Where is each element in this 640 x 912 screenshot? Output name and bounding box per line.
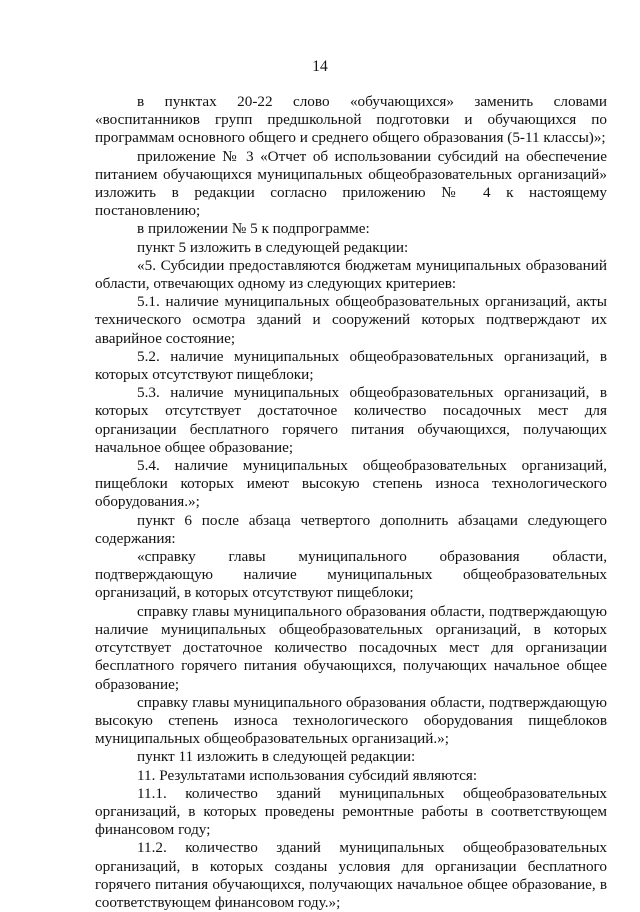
paragraph: пункт 5 изложить в следующей редакции: (137, 238, 409, 256)
paragraph: приложение № 3 «Отчет об использовании субсидий на обеспечение питанием обучающихся муниципальных общеобразовательных организаций» изложить в редакции согласно приложению № 4 к настоящему постановлению; (95, 147, 607, 220)
paragraph: справку главы муниципального образования области, подтверждающую наличие муниципальных общеобразовательных организаций, в которых отсутствует достаточное количество посадочных мест для организации бесплатного горячего питания обучающихся, получающих начальное общее образование; (95, 602, 607, 693)
paragraph: 5.3. наличие муниципальных общеобразовательных организаций, в которых отсутствует достаточное количество посадочных мест для организации бесплатного горячего питания обучающихся, получающих начальное общее образование; (95, 384, 607, 456)
paragraph: «справку главы муниципального образования области, подтверждающую наличие муниципальных общеобразовательных организаций, в которых отсутствуют пищеблоки; (95, 548, 607, 602)
paragraph: 5.1. наличие муниципальных общеобразовательных организаций, акты технического осмотра зданий и сооружений которых подтверждают их аварийное состояние; (95, 293, 607, 347)
paragraph: 5.4. наличие муниципальных общеобразовательных организаций, пищеблоки которых имеют высокую степень износа технологического оборудования.»; (95, 457, 607, 511)
paragraph: пункт 6 после абзаца четвертого дополнить абзацами следующего содержания: (95, 511, 607, 547)
paragraph: 11. Результатами использования субсидий являются: (137, 766, 478, 784)
paragraph: 5.2. наличие муниципальных общеобразовательных организаций, в которых отсутствуют пищеблоки; (95, 347, 607, 384)
page-number: 14 (312, 58, 328, 75)
document-body (95, 93, 607, 912)
paragraph: справку главы муниципального образования области, подтверждающую высокую степень износа технологического оборудования пищеблоков муниципальных общеобразовательных организаций.»; (95, 693, 607, 748)
paragraph: в приложении № 5 к подпрограмме: (137, 220, 370, 238)
paragraph: 11.2. количество зданий муниципальных общеобразовательных организаций, в которых созданы условия для организации бесплатного горячего питания обучающихся, получающих начальное общее образование, в соответствующем финансовом году.»; (95, 839, 607, 911)
paragraph: «5. Субсидии предоставляются бюджетам муниципальных образований области, отвечающих одному из следующих критериев: (95, 256, 607, 293)
paragraph: пункт 11 изложить в следующей редакции: (137, 748, 416, 766)
paragraph: 11.1. количество зданий муниципальных общеобразовательных организаций, в которых проведены ремонтные работы в соответствующем финансовом году; (95, 784, 607, 839)
paragraph: в пунктах 20-22 слово «обучающихся» заменить словами «воспитанников групп предшкольной подготовки и обучающихся по программам основного общего и среднего общего образования (5-11 классы)»; (95, 93, 607, 147)
